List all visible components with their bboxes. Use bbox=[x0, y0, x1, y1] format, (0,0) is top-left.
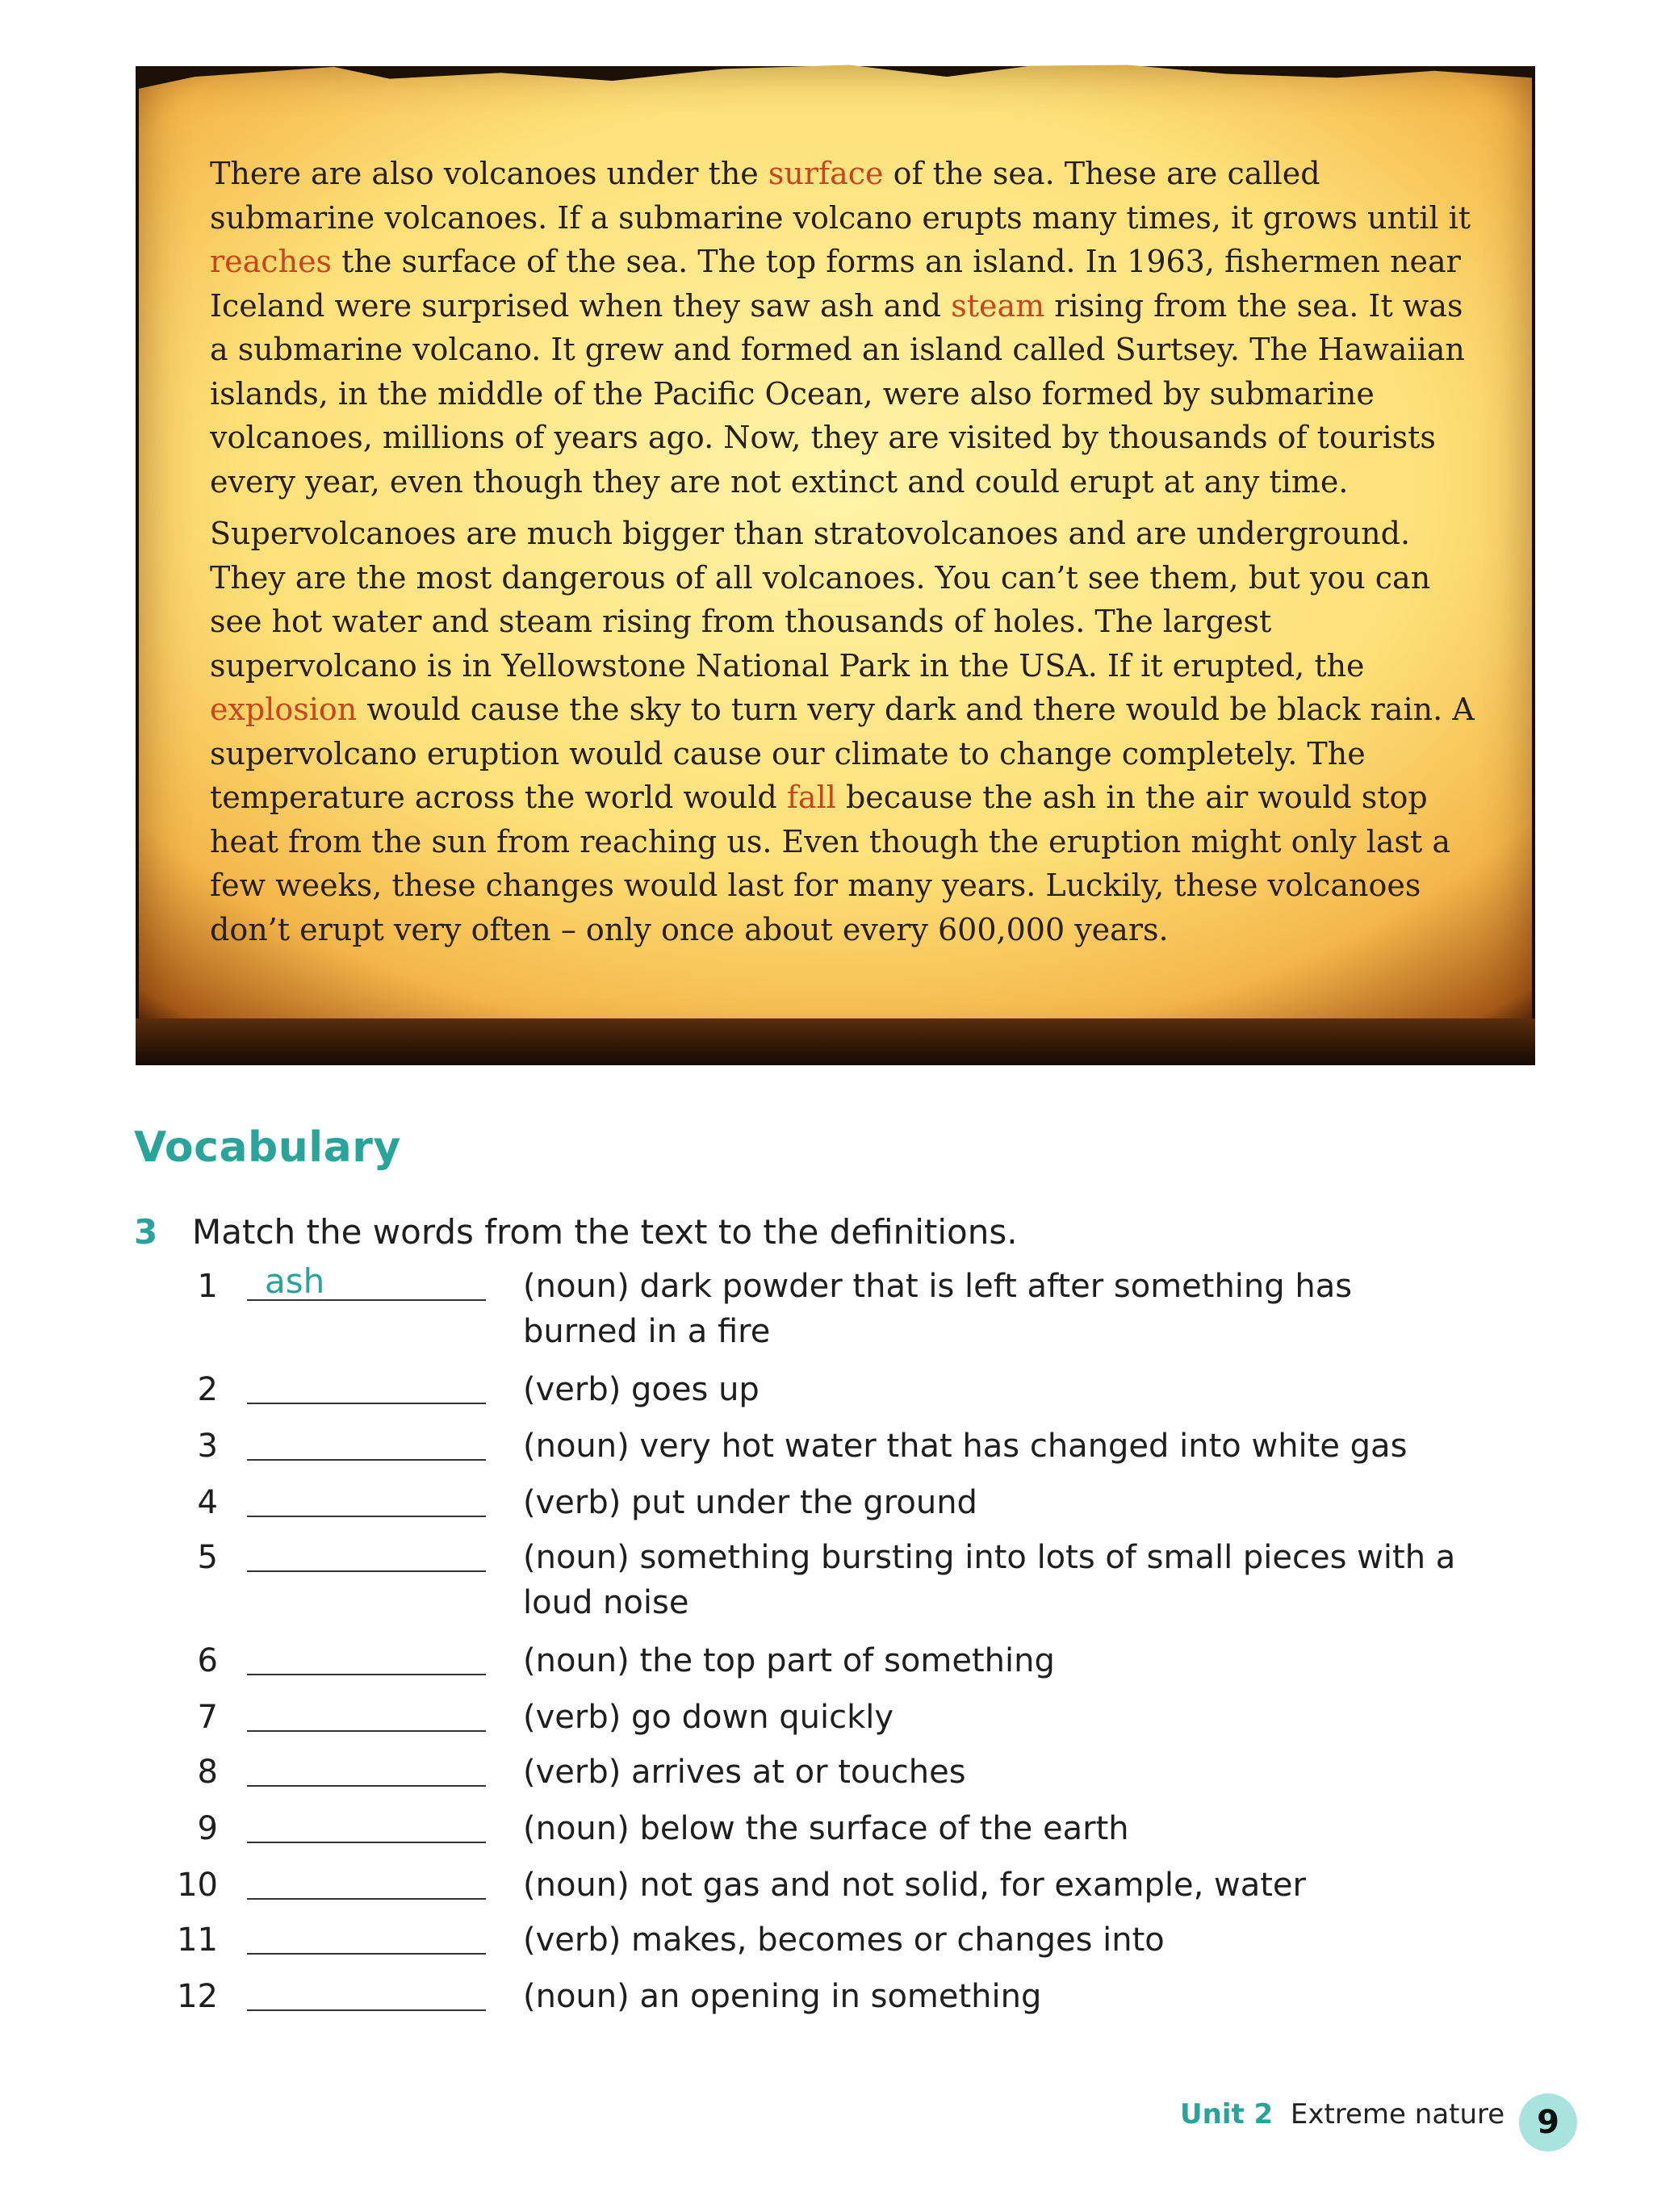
section-heading: Vocabulary bbox=[134, 1123, 401, 1172]
vocab-highlight: surface bbox=[768, 156, 884, 191]
vocab-highlight: explosion bbox=[210, 692, 358, 727]
text-run: of the sea. These are called submarine volcanoes. If a submarine volcano erupts many times, it grows until it bbox=[210, 156, 1471, 236]
instruction-text: Match the words from the text to the definitions. bbox=[192, 1212, 1018, 1252]
text-run: There are also volcanoes under the bbox=[210, 156, 768, 191]
item-number: 11 bbox=[177, 1921, 218, 1959]
definition-text: (verb) makes, becomes or changes into bbox=[523, 1921, 1165, 1959]
definition-text: (verb) goes up bbox=[523, 1371, 760, 1408]
exercise-number: 3 bbox=[134, 1212, 158, 1252]
item-number: 4 bbox=[197, 1484, 218, 1521]
item-number: 10 bbox=[177, 1867, 218, 1904]
exercise-instruction bbox=[134, 1212, 1018, 1252]
definition-text: (verb) arrives at or touches bbox=[523, 1754, 966, 1791]
answer-text: ash bbox=[265, 1261, 325, 1301]
page-footer bbox=[1180, 2098, 1504, 2130]
text-run: rising from the sea. It was a submarine volcano. It grew and formed an island called Surtsey. The Hawaiian islands, in the middle of the Pacific Ocean, were also formed by submarine volcanoes, millions of years ago. Now, they are visited by thousands of tourists every year, even though they are not extinct and could erupt at any time. bbox=[210, 287, 1465, 500]
item-number: 5 bbox=[197, 1539, 218, 1576]
page-number: 9 bbox=[1519, 2093, 1577, 2151]
item-number: 2 bbox=[197, 1371, 218, 1408]
item-number: 8 bbox=[197, 1754, 218, 1791]
text-run: Supervolcanoes are much bigger than stratovolcanoes and are underground. They are the most dangerous of all volcanoes. You can’t see them, but you can see hot water and steam rising from thousands of holes. The largest supervolcano is in Yellowstone National Park in the USA. If it erupted, the bbox=[210, 516, 1431, 684]
definition-text: (noun) not gas and not solid, for example, water bbox=[523, 1867, 1306, 1904]
item-number: 9 bbox=[197, 1810, 218, 1847]
text-run: because the ash in the air would stop heat from the sun from reaching us. Even though the eruption might only last a few weeks, these changes would last for many years. Luckily, these volcanoes don’t erupt very often – only once about every 600,000 years. bbox=[210, 780, 1451, 947]
item-number: 6 bbox=[197, 1642, 218, 1679]
answer-blank[interactable] bbox=[247, 1638, 486, 1675]
definition-text: (noun) very hot water that has changed into white gas bbox=[523, 1428, 1408, 1465]
item-number: 12 bbox=[177, 1978, 218, 2015]
answer-blank[interactable] bbox=[247, 1695, 486, 1732]
answer-blank[interactable] bbox=[247, 1480, 486, 1517]
answer-blank[interactable] bbox=[247, 1917, 486, 1955]
text-run: the surface of the sea. The top forms an island. In 1963, fishermen near Iceland were surprised when they saw ash and bbox=[210, 244, 1461, 324]
reading-paragraph bbox=[210, 152, 1477, 504]
unit-topic: Extreme nature bbox=[1290, 2098, 1505, 2130]
definition-text: (noun) something bursting into lots of small pieces with a loud noise bbox=[523, 1539, 1456, 1621]
answer-blank[interactable] bbox=[247, 1806, 486, 1843]
panel-frame-bottom bbox=[136, 1018, 1535, 1065]
definition-text: (noun) the top part of something bbox=[523, 1642, 1055, 1679]
text-run: would cause the sky to turn very dark and there would be black rain. A supervolcano eruption would cause our climate to change completely. The temperature across the world would bbox=[210, 692, 1475, 815]
answer-blank[interactable] bbox=[247, 1367, 486, 1404]
item-number: 3 bbox=[197, 1428, 218, 1465]
answer-blank[interactable] bbox=[247, 1863, 486, 1900]
definition-text: (verb) put under the ground bbox=[523, 1484, 977, 1521]
definition-text: (noun) below the surface of the earth bbox=[523, 1810, 1129, 1847]
definition-text: (noun) an opening in something bbox=[523, 1978, 1042, 2015]
item-number: 1 bbox=[197, 1268, 218, 1305]
answer-blank[interactable] bbox=[247, 1535, 486, 1572]
item-number: 7 bbox=[197, 1699, 218, 1736]
answer-blank[interactable] bbox=[247, 1424, 486, 1461]
unit-label: Unit 2 bbox=[1180, 2098, 1274, 2130]
reading-paragraph bbox=[210, 512, 1477, 951]
vocab-highlight: steam bbox=[951, 287, 1045, 324]
answer-blank[interactable] bbox=[247, 1750, 486, 1787]
vocab-highlight: fall bbox=[786, 780, 836, 815]
vocab-highlight: reaches bbox=[210, 244, 333, 279]
reading-text bbox=[210, 152, 1477, 960]
definition-text: (noun) dark powder that is left after something has burned in a fire bbox=[523, 1268, 1353, 1350]
definition-text: (verb) go down quickly bbox=[523, 1699, 894, 1736]
answer-blank[interactable] bbox=[247, 1974, 486, 2011]
